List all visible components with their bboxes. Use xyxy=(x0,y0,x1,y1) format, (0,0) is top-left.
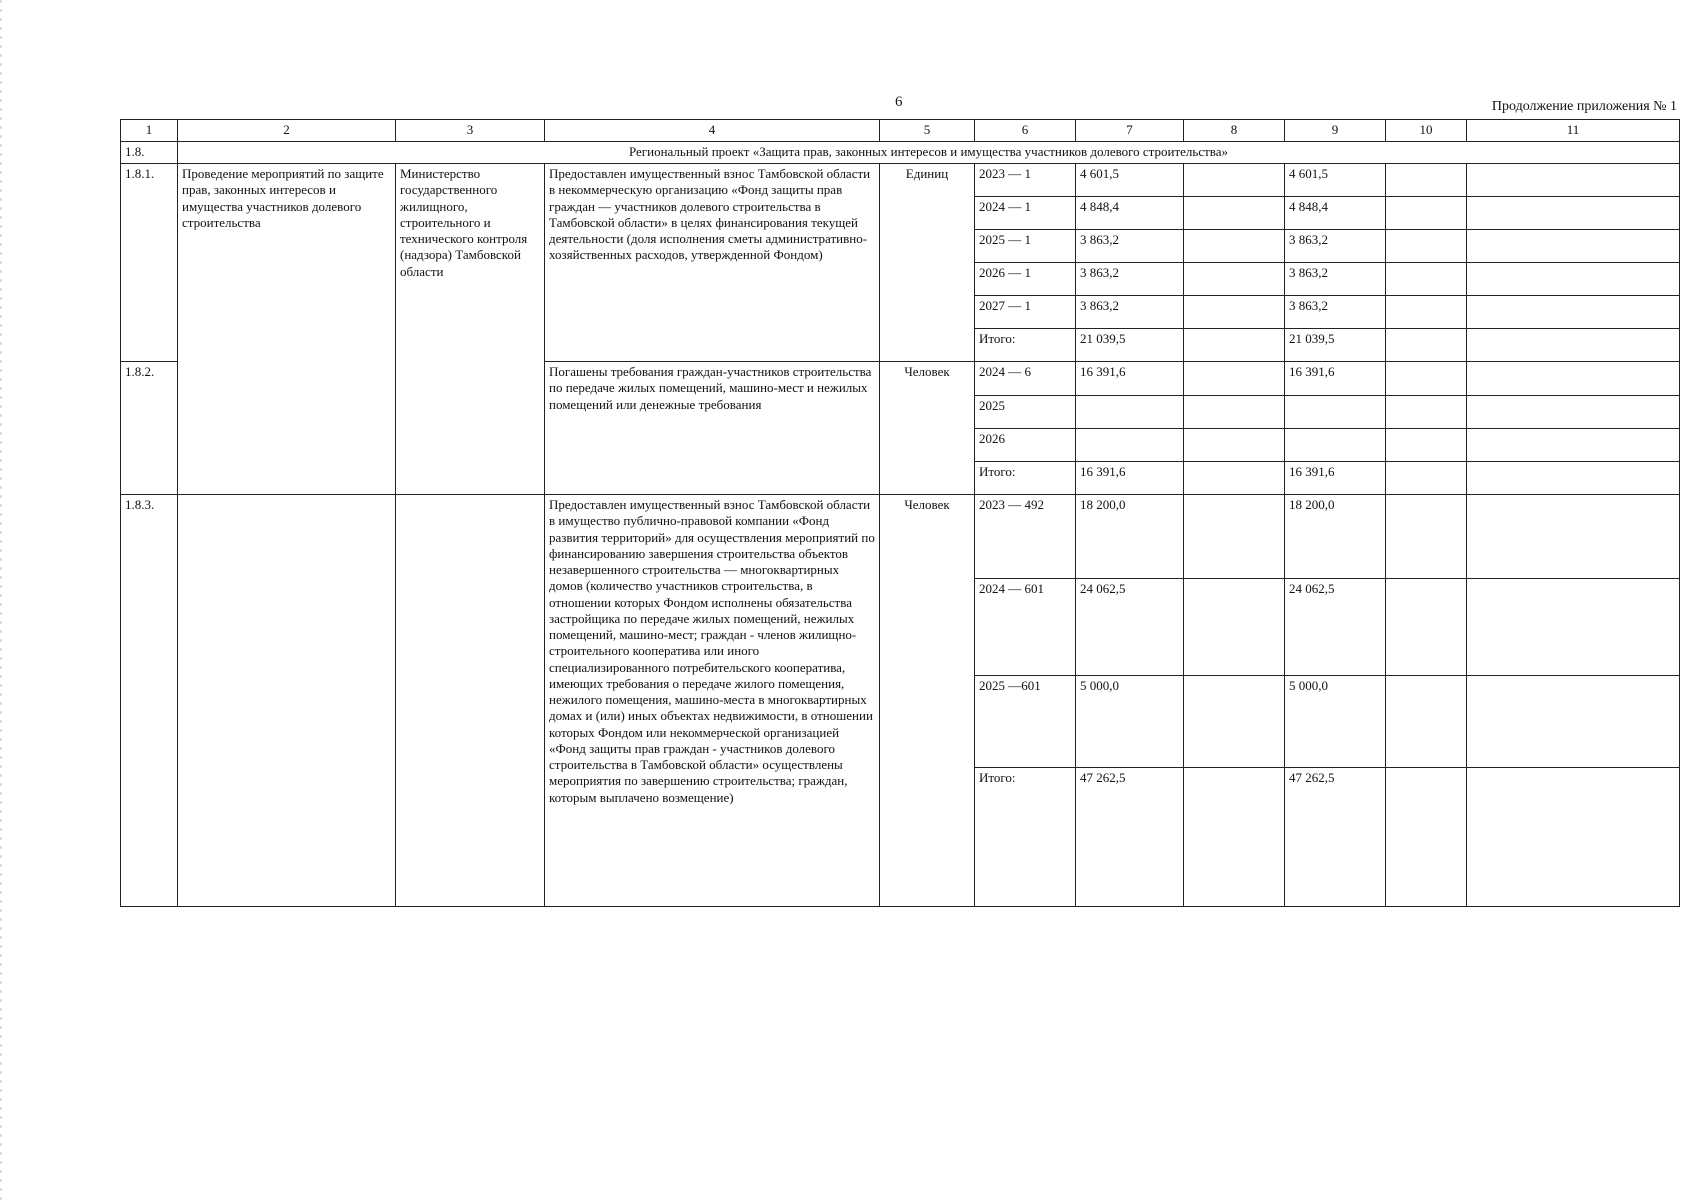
amount-federal xyxy=(1184,263,1285,296)
amount-federal xyxy=(1184,362,1285,396)
project-title: Региональный проект «Защита прав, законных интересов и имущества участников долевого строительства» xyxy=(178,142,1680,164)
amount-local xyxy=(1386,579,1467,676)
amount-total: 4 601,5 xyxy=(1076,164,1184,197)
project-code: 1.8. xyxy=(121,142,178,164)
col-header: 9 xyxy=(1285,120,1386,142)
year-value: 2023 — 1 xyxy=(975,164,1076,197)
row-code: 1.8.3. xyxy=(121,495,178,907)
col-header: 6 xyxy=(975,120,1076,142)
activity-name: Проведение мероприятий по защите прав, законных интересов и имущества участников долевого строительства xyxy=(178,164,396,495)
amount-total: 47 262,5 xyxy=(1076,768,1184,907)
amount-total: 16 391,6 xyxy=(1076,362,1184,396)
year-total-label: Итого: xyxy=(975,462,1076,495)
year-value: 2026 — 1 xyxy=(975,263,1076,296)
activity-name-empty xyxy=(178,495,396,907)
col-header: 8 xyxy=(1184,120,1285,142)
year-value: 2026 xyxy=(975,429,1076,462)
amount-other xyxy=(1467,263,1680,296)
page-number: 6 xyxy=(895,94,903,110)
amount-local xyxy=(1386,396,1467,429)
amount-local xyxy=(1386,164,1467,197)
amount-local xyxy=(1386,197,1467,230)
program-table xyxy=(120,119,1680,907)
year-total-label: Итого: xyxy=(975,768,1076,907)
year-value: 2024 — 601 xyxy=(975,579,1076,676)
amount-regional: 18 200,0 xyxy=(1285,495,1386,579)
amount-federal xyxy=(1184,429,1285,462)
amount-other xyxy=(1467,230,1680,263)
amount-federal xyxy=(1184,230,1285,263)
amount-local xyxy=(1386,768,1467,907)
amount-other xyxy=(1467,676,1680,768)
amount-local xyxy=(1386,296,1467,329)
amount-federal xyxy=(1184,579,1285,676)
amount-other xyxy=(1467,396,1680,429)
amount-federal xyxy=(1184,329,1285,362)
result-description: Предоставлен имущественный взнос Тамбовской области в имущество публично-правовой компании «Фонд развития территорий» для осуществления мероприятий по финансированию завершения строительства объектов незавершенного строительства — многоквартирных домов (количество участников строительства, в отношении которых Фондом исполнены обязательства застройщика по передаче жилых помещений, нежилых помещений, машино-мест; граждан - членов жилищно-строительного кооператива или иного специализированного потребительского кооператива, имеющих требования о передаче жилого помещения, нежилого помещения, машино-места в многоквартирных домах и (или) иных объектах недвижимости, в отношении которых Фондом или некоммерческой организацией «Фонд защиты прав граждан - участников долевого строительства в Тамбовской области» осуществлены мероприятия по завершению строительства; граждан, которым выплачено возмещение) xyxy=(545,495,880,907)
year-total-label: Итого: xyxy=(975,329,1076,362)
amount-regional: 4 601,5 xyxy=(1285,164,1386,197)
amount-other xyxy=(1467,768,1680,907)
amount-total: 18 200,0 xyxy=(1076,495,1184,579)
amount-federal xyxy=(1184,495,1285,579)
col-header: 5 xyxy=(880,120,975,142)
year-value: 2025 — 1 xyxy=(975,230,1076,263)
amount-local xyxy=(1386,495,1467,579)
amount-total: 3 863,2 xyxy=(1076,230,1184,263)
amount-regional: 21 039,5 xyxy=(1285,329,1386,362)
amount-other xyxy=(1467,296,1680,329)
result-description: Предоставлен имущественный взнос Тамбовской области в некоммерческую организацию «Фонд защиты прав граждан — участников долевого строительства в Тамбовской области» в целях финансирования текущей деятельности (доля исполнения сметы административно-хозяйственных расходов, утвержденной Фондом) xyxy=(545,164,880,362)
amount-local xyxy=(1386,362,1467,396)
col-header: 1 xyxy=(121,120,178,142)
year-value: 2024 — 1 xyxy=(975,197,1076,230)
table-row xyxy=(121,495,1680,579)
project-row xyxy=(121,142,1680,164)
amount-other xyxy=(1467,462,1680,495)
amount-regional: 5 000,0 xyxy=(1285,676,1386,768)
amount-federal xyxy=(1184,676,1285,768)
amount-other xyxy=(1467,329,1680,362)
amount-other xyxy=(1467,197,1680,230)
activity-executor: Министерство государственного жилищного, строительного и технического контроля (надзора) Тамбовской области xyxy=(396,164,545,495)
amount-regional xyxy=(1285,396,1386,429)
year-value: 2025 —601 xyxy=(975,676,1076,768)
activity-executor-empty xyxy=(396,495,545,907)
row-code: 1.8.2. xyxy=(121,362,178,495)
amount-regional xyxy=(1285,429,1386,462)
year-value: 2024 — 6 xyxy=(975,362,1076,396)
amount-total: 24 062,5 xyxy=(1076,579,1184,676)
col-header: 10 xyxy=(1386,120,1467,142)
amount-federal xyxy=(1184,164,1285,197)
amount-regional: 3 863,2 xyxy=(1285,230,1386,263)
amount-other xyxy=(1467,495,1680,579)
amount-total: 3 863,2 xyxy=(1076,296,1184,329)
amount-local xyxy=(1386,676,1467,768)
amount-federal xyxy=(1184,462,1285,495)
result-description: Погашены требования граждан-участников строительства по передаче жилых помещений, машино-мест и нежилых помещений или денежные требования xyxy=(545,362,880,495)
continuation-note: Продолжение приложения № 1 xyxy=(1491,99,1677,114)
amount-local xyxy=(1386,429,1467,462)
amount-regional: 16 391,6 xyxy=(1285,462,1386,495)
amount-total: 5 000,0 xyxy=(1076,676,1184,768)
amount-total: 21 039,5 xyxy=(1076,329,1184,362)
amount-federal xyxy=(1184,768,1285,907)
amount-regional: 4 848,4 xyxy=(1285,197,1386,230)
row-code: 1.8.1. xyxy=(121,164,178,362)
amount-total: 3 863,2 xyxy=(1076,263,1184,296)
amount-other xyxy=(1467,579,1680,676)
amount-other xyxy=(1467,164,1680,197)
amount-local xyxy=(1386,263,1467,296)
year-value: 2025 xyxy=(975,396,1076,429)
amount-regional: 16 391,6 xyxy=(1285,362,1386,396)
unit: Единиц xyxy=(880,164,975,362)
amount-regional: 47 262,5 xyxy=(1285,768,1386,907)
unit: Человек xyxy=(880,362,975,495)
amount-regional: 24 062,5 xyxy=(1285,579,1386,676)
amount-federal xyxy=(1184,296,1285,329)
amount-local xyxy=(1386,462,1467,495)
column-header-row xyxy=(121,120,1680,142)
scan-edge-artifact xyxy=(0,0,2,1200)
amount-total xyxy=(1076,429,1184,462)
unit: Человек xyxy=(880,495,975,907)
col-header: 4 xyxy=(545,120,880,142)
amount-total xyxy=(1076,396,1184,429)
amount-local xyxy=(1386,230,1467,263)
table-row xyxy=(121,164,1680,197)
col-header: 2 xyxy=(178,120,396,142)
amount-regional: 3 863,2 xyxy=(1285,263,1386,296)
amount-regional: 3 863,2 xyxy=(1285,296,1386,329)
col-header: 7 xyxy=(1076,120,1184,142)
year-value: 2027 — 1 xyxy=(975,296,1076,329)
col-header: 11 xyxy=(1467,120,1680,142)
year-value: 2023 — 492 xyxy=(975,495,1076,579)
amount-local xyxy=(1386,329,1467,362)
col-header: 3 xyxy=(396,120,545,142)
amount-total: 4 848,4 xyxy=(1076,197,1184,230)
amount-total: 16 391,6 xyxy=(1076,462,1184,495)
amount-federal xyxy=(1184,197,1285,230)
amount-other xyxy=(1467,362,1680,396)
amount-federal xyxy=(1184,396,1285,429)
amount-other xyxy=(1467,429,1680,462)
